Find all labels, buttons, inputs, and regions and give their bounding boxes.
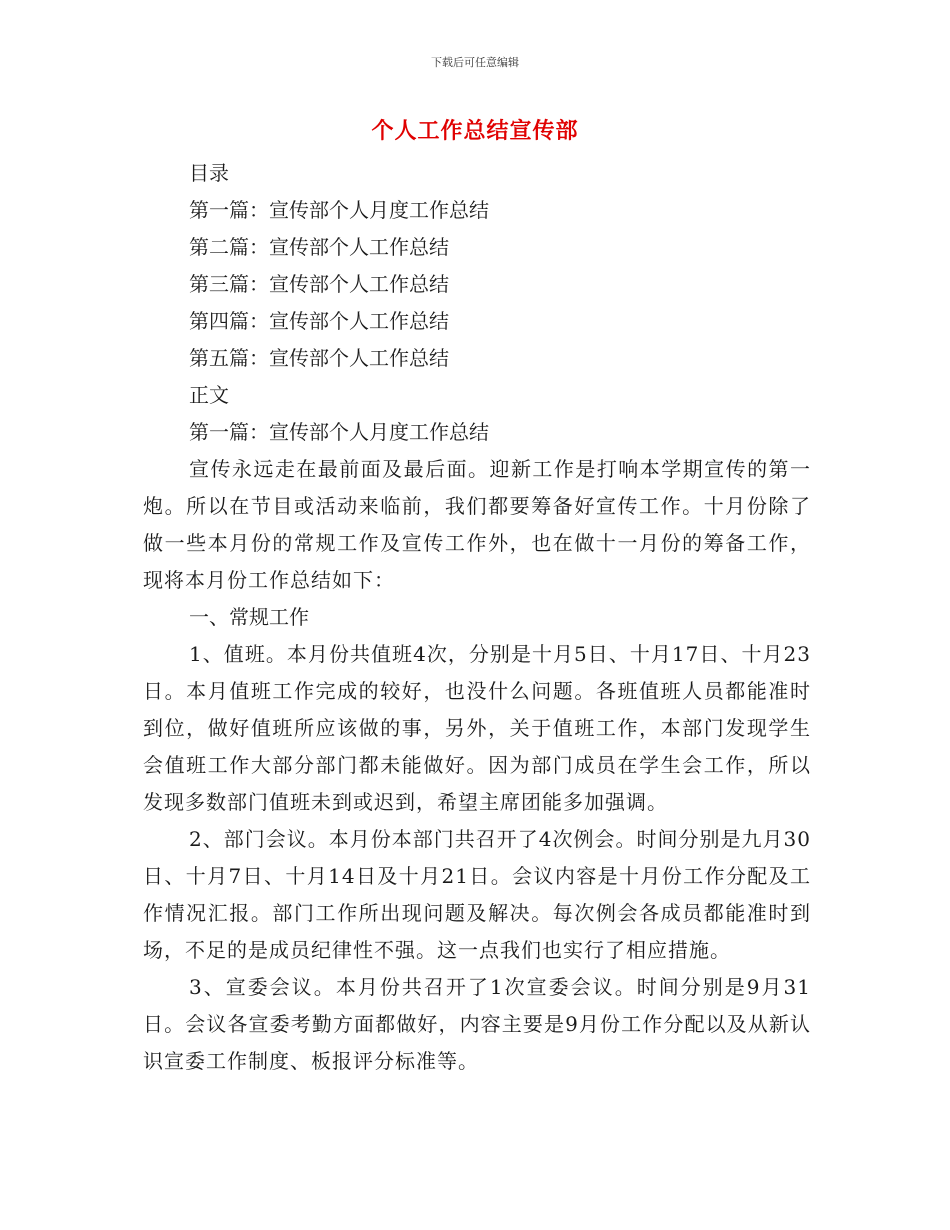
item-paragraph-meeting: 2、部门会议。本月份本部门共召开了4次例会。时间分别是九月30日、十月7日、十月14日及十月21日。会议内容是十月份工作分配及工作情况汇报。部门工作所出现问题及解决。每次例会各成员都能准时到场，不足的是成员纪律性不强。这一点我们也实行了相应措施。 — [143, 827, 811, 962]
item-paragraph-committee: 3、宣委会议。本月份共召开了1次宣委会议。时间分别是9月31日。会议各宣委考勤方面都做好，内容主要是9月份工作分配以及从新认识宣委工作制度、板报评分标准等。 — [143, 975, 811, 1073]
intro-paragraph: 宣传永远走在最前面及最后面。迎新工作是打响本学期宣传的第一炮。所以在节目或活动来临前，我们都要筹备好宣传工作。十月份除了做一些本月份的常规工作及宣传工作外，也在做十一月份的筹备工作，现将本月份工作总结如下： — [143, 457, 811, 592]
body-heading: 正文 — [189, 383, 229, 407]
toc-item: 第三篇：宣传部个人工作总结 — [189, 272, 449, 296]
toc-item: 第五篇：宣传部个人工作总结 — [189, 346, 449, 370]
document-title: 个人工作总结宣传部 — [371, 118, 579, 144]
section-title: 一、常规工作 — [189, 605, 309, 629]
toc-heading: 目录 — [189, 161, 229, 185]
toc-item: 第二篇：宣传部个人工作总结 — [189, 235, 449, 259]
item-paragraph-duty: 1、值班。本月份共值班4次，分别是十月5日、十月17日、十月23日。本月值班工作完成的较好，也没什么问题。各班值班人员都能准时到位，做好值班所应该做的事，另外，关于值班工作，本部门发现学生会值班工作大部分部门都未能做好。因为部门成员在学生会工作，所以发现多数部门值班未到或迟到，希望主席团能多加强调。 — [143, 642, 811, 814]
document-content — [143, 155, 811, 1080]
toc-item: 第四篇：宣传部个人工作总结 — [189, 309, 449, 333]
header-note: 下载后可任意编辑 — [431, 56, 519, 69]
toc-item: 第一篇：宣传部个人月度工作总结 — [189, 198, 489, 222]
chapter-title: 第一篇：宣传部个人月度工作总结 — [189, 420, 489, 444]
